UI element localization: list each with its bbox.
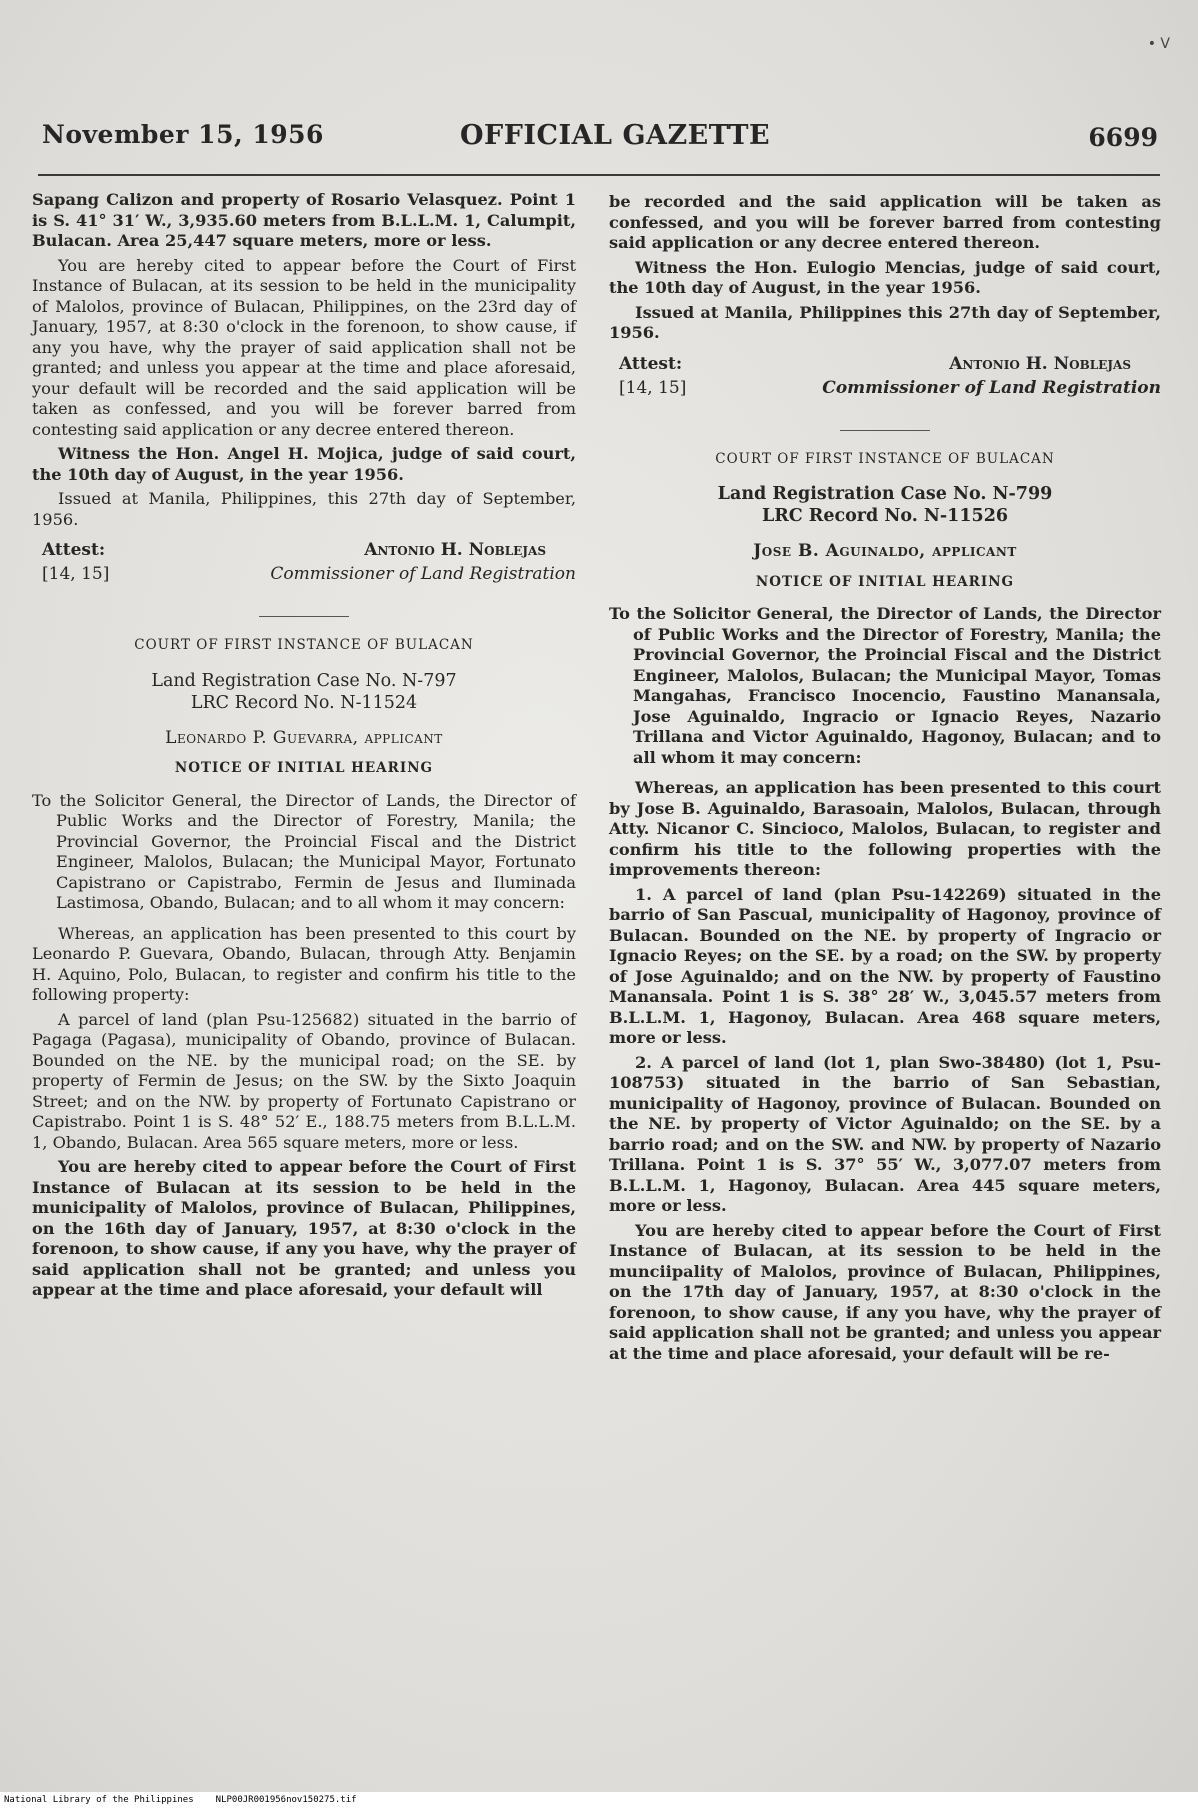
left-cited-paragraph: You are hereby cited to appear before the Court of First Instance of Bulacan, at its session to be held in the municipality of Malolos, province of Bulacan, Philippines, on the 23rd day of January, 1957, at 8:30 o'clock in the forenoon, to show cause, if any you have, why the prayer of said application shall not be granted; and unless you appear at the time and place aforesaid, your default will be recorded and the said application will be taken as confessed, and you will be forever barred from contesting said application or any decree entered thereon. [32,255,576,439]
footer-filename: NLP00JR001956nov150275.tif [215,1795,357,1805]
divider [259,616,349,617]
attest-ref: [14, 15] [42,564,110,584]
attest-label: Attest: [42,540,106,560]
notice-applicant: Leonardo P. Guevarra, applicant [165,727,443,748]
notice-court: COURT OF FIRST INSTANCE OF BULACAN [715,450,1055,467]
header-rule [38,174,1160,176]
notice-parcel-2: 2. A parcel of land (lot 1, plan Swo-38480) (lot 1, Psu-108753) situated in the barrio of San Sebastian, municipality of Hagonoy, province of Bulacan. Bounded on the NE. by property of Victor Aguinaldo; on the SE. by a barrio road; and on the SW. and NW. by property of Nazario Trillana. Point 1 is S. 37° 55′ W., 3,077.07 meters from B.L.L.M. 1, Hagonoy, Bulacan. Area 445 square meters, more or less. [609,1052,1161,1215]
right-continuation: be recorded and the said application will be taken as confessed, and you will be forever barred from contesting said application or any decree entered thereon. [609,192,1161,252]
footer-source: National Library of the Philippines [4,1795,194,1805]
notice-cited: You are hereby cited to appear before the Court of First Instance of Bulacan at its session to be held in the municipality of Malolos, province of Bulacan, Philippines, on the 16th day of January, 1957, at 8:30 o'clock in the forenoon, to show cause, if any you have, why the prayer of said application shall not be granted; and unless you appear at the time and place aforesaid, your default will [32,1157,576,1299]
attest-office: Commissioner of Land Registration [822,377,1161,398]
notice-whereas: Whereas, an application has been presented to this court by Jose B. Aguinaldo, Barasoain, Malolos, Bulacan, through Atty. Nicanor C. Sincioco, Malolos, Bulacan, to register and confirm his title to the following properties with the improvements thereon: [609,778,1161,879]
scan-mark: • V [1147,36,1170,52]
left-continuation: Sapang Calizon and property of Rosario Velasquez. Point 1 is S. 41° 31′ W., 3,935.60 meters from B.L.L.M. 1, Calumpit, Bulacan. Area 25,447 square meters, more or less. [32,190,576,250]
left-witness: Witness the Hon. Angel H. Mojica, judge of said court, the 10th day of August, in the year 1956. [32,444,576,484]
left-attest-block [32,540,576,590]
notice-lrc-record: LRC Record No. N-11526 [761,506,1009,526]
notice-parcel-1: 1. A parcel of land (plan Psu-142269) situated in the barrio of San Pascual, municipality of Hagonoy, province of Bulacan. Bounded on the NE. by property of Ingracio or Ignacio Reyes; on the SE. by a road; on the SW. by property of Jose Aguinaldo; and on the NW. by property of Faustino Manansala. Point 1 is S. 38° 28′ W., 3,045.57 meters from B.L.L.M. 1, Hagonoy, Bulacan. Area 468 square meters, more or less. [609,884,1161,1047]
notice-heading: NOTICE OF INITIAL HEARING [174,760,434,776]
notice-case-number: Land Registration Case No. N-799 [717,484,1053,504]
right-column [609,192,1161,1368]
attest-name: Antonio H. Noblejas [364,540,546,560]
attest-ref: [14, 15] [619,377,687,398]
notice-whereas: Whereas, an application has been presented to this court by Leonardo P. Guevara, Obando, Bulacan, through Atty. Benjamin H. Aquino, Polo, Bulacan, to register and confirm his title to the following property: [32,923,576,1004]
header-title: OFFICIAL GAZETTE [460,120,771,151]
notice-heading: NOTICE OF INITIAL HEARING [755,573,1015,590]
left-column [32,190,576,1305]
header-page-number: 6699 [1088,123,1158,152]
notice-addressees: To the Solicitor General, the Director of Lands, the Director of Public Works and the Director of Forestry, Manila; the Provincial Governor, the Proincial Fiscal and the District Engineer, Malolos, Bulacan; the Municipal Mayor, Fortunato Capistrano or Capistrabo, Fermin de Jesus and Iluminada Lastimosa, Obando, Bulacan; and to all whom it may concern: [32,790,576,912]
notice-addressees: To the Solicitor General, the Director of Lands, the Director of Public Works and the Director of Forestry, Manila; the Provincial Governor, the Proincial Fiscal and the District Engineer, Malolos, Bulacan; the Municipal Mayor, Tomas Mangahas, Francisco Inocencio, Faustino Manansala, Jose Aguinaldo, Ingracio or Ignacio Reyes, Nazario Trillana and Victor Aguinaldo, Hagonoy, Bulacan; and to all whom it may concern: [609,604,1161,767]
divider [840,430,930,431]
attest-name: Antonio H. Noblejas [949,353,1131,374]
header-date: November 15, 1956 [42,120,324,149]
attest-office: Commissioner of Land Registration [270,564,576,584]
notice-parcel: A parcel of land (plan Psu-125682) situated in the barrio of Pagaga (Pagasa), municipality of Obando, province of Bulacan. Bounded on the NE. by the municipal road; on the SE. by property of Fermin de Jesus; on the SW. by the Sixto Joaquin Street; and on the NW. by property of Fortunato Capistrano or Capistrabo. Point 1 is S. 48° 52′ E., 188.75 meters from B.L.L.M. 1, Obando, Bulacan. Area 565 square meters, more or less. [32,1009,576,1152]
scan-footer [0,1792,1198,1808]
left-issued: Issued at Manila, Philippines, this 27th day of September, 1956. [32,489,576,529]
notice-lrc-record: LRC Record No. N-11524 [190,692,418,713]
page-header [42,120,1158,160]
right-issued: Issued at Manila, Philippines this 27th day of September, 1956. [609,302,1161,342]
notice-case-number: Land Registration Case No. N-797 [151,670,457,691]
notice-applicant: Jose B. Aguinaldo, applicant [753,541,1017,561]
attest-label: Attest: [619,353,683,374]
notice-court: COURT OF FIRST INSTANCE OF BULACAN [134,637,474,653]
right-attest-block [609,354,1161,404]
right-witness: Witness the Hon. Eulogio Mencias, judge of said court, the 10th day of August, in the year 1956. [609,257,1161,297]
notice-cited: You are hereby cited to appear before the Court of First Instance of Bulacan, at its session to be held in the munciipality of Malolos, province of Bulacan, Philippines, on the 17th day of January, 1957, at 8:30 o'clock in the forenoon, to show cause, if any you have, why the prayer of said application shall not be granted; and unless you appear at the time and place aforesaid, your default will be re- [609,1220,1161,1363]
